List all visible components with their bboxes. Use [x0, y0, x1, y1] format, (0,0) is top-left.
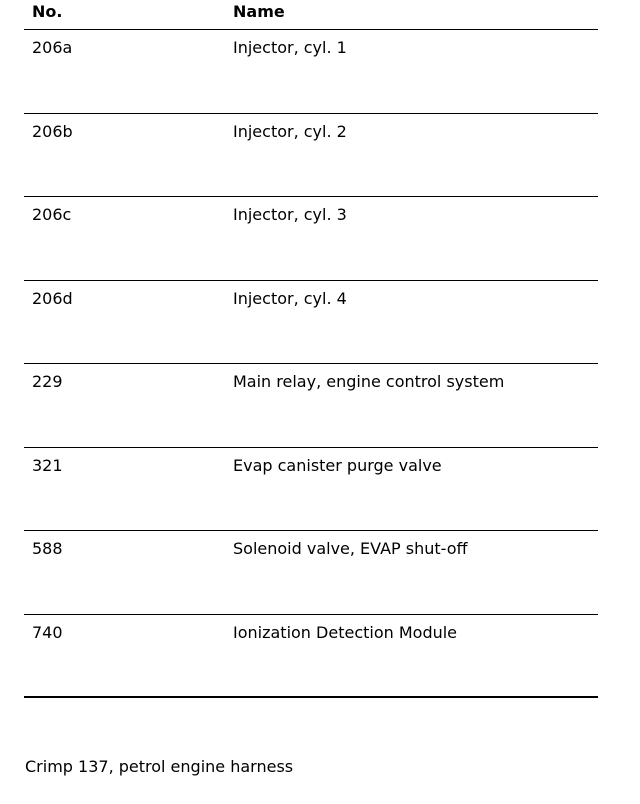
table-row — [24, 30, 598, 114]
table-row — [24, 448, 598, 532]
cell-name: Evap canister purge valve — [233, 455, 442, 475]
cell-no: 206b — [32, 121, 73, 141]
cell-name: Ionization Detection Module — [233, 622, 458, 642]
table-row — [24, 615, 598, 699]
table-row — [24, 531, 598, 615]
cell-name: Injector, cyl. 3 — [233, 205, 347, 224]
caption: Crimp 137, petrol engine harness — [25, 757, 294, 776]
cell-no: 321 — [32, 455, 63, 475]
table-row — [24, 364, 598, 448]
cell-no: 206a — [32, 38, 73, 57]
table-row — [24, 197, 598, 281]
column-header-no: No. — [32, 2, 63, 21]
cell-name: Injector, cyl. 4 — [233, 288, 347, 308]
cell-no: 588 — [32, 539, 63, 558]
table-row — [24, 281, 598, 365]
cell-no: 206c — [32, 205, 72, 224]
cell-no: 229 — [32, 372, 63, 391]
cell-name: Solenoid valve, EVAP shut-off — [233, 539, 468, 558]
cell-name: Main relay, engine control system — [233, 372, 505, 391]
table-row — [24, 114, 598, 198]
cell-no: 740 — [32, 622, 63, 642]
cell-name: Injector, cyl. 1 — [233, 38, 347, 57]
cell-name: Injector, cyl. 2 — [233, 121, 347, 141]
component-table — [24, 0, 598, 698]
table-header — [24, 0, 598, 30]
cell-no: 206d — [32, 288, 73, 308]
column-header-name: Name — [233, 2, 285, 21]
